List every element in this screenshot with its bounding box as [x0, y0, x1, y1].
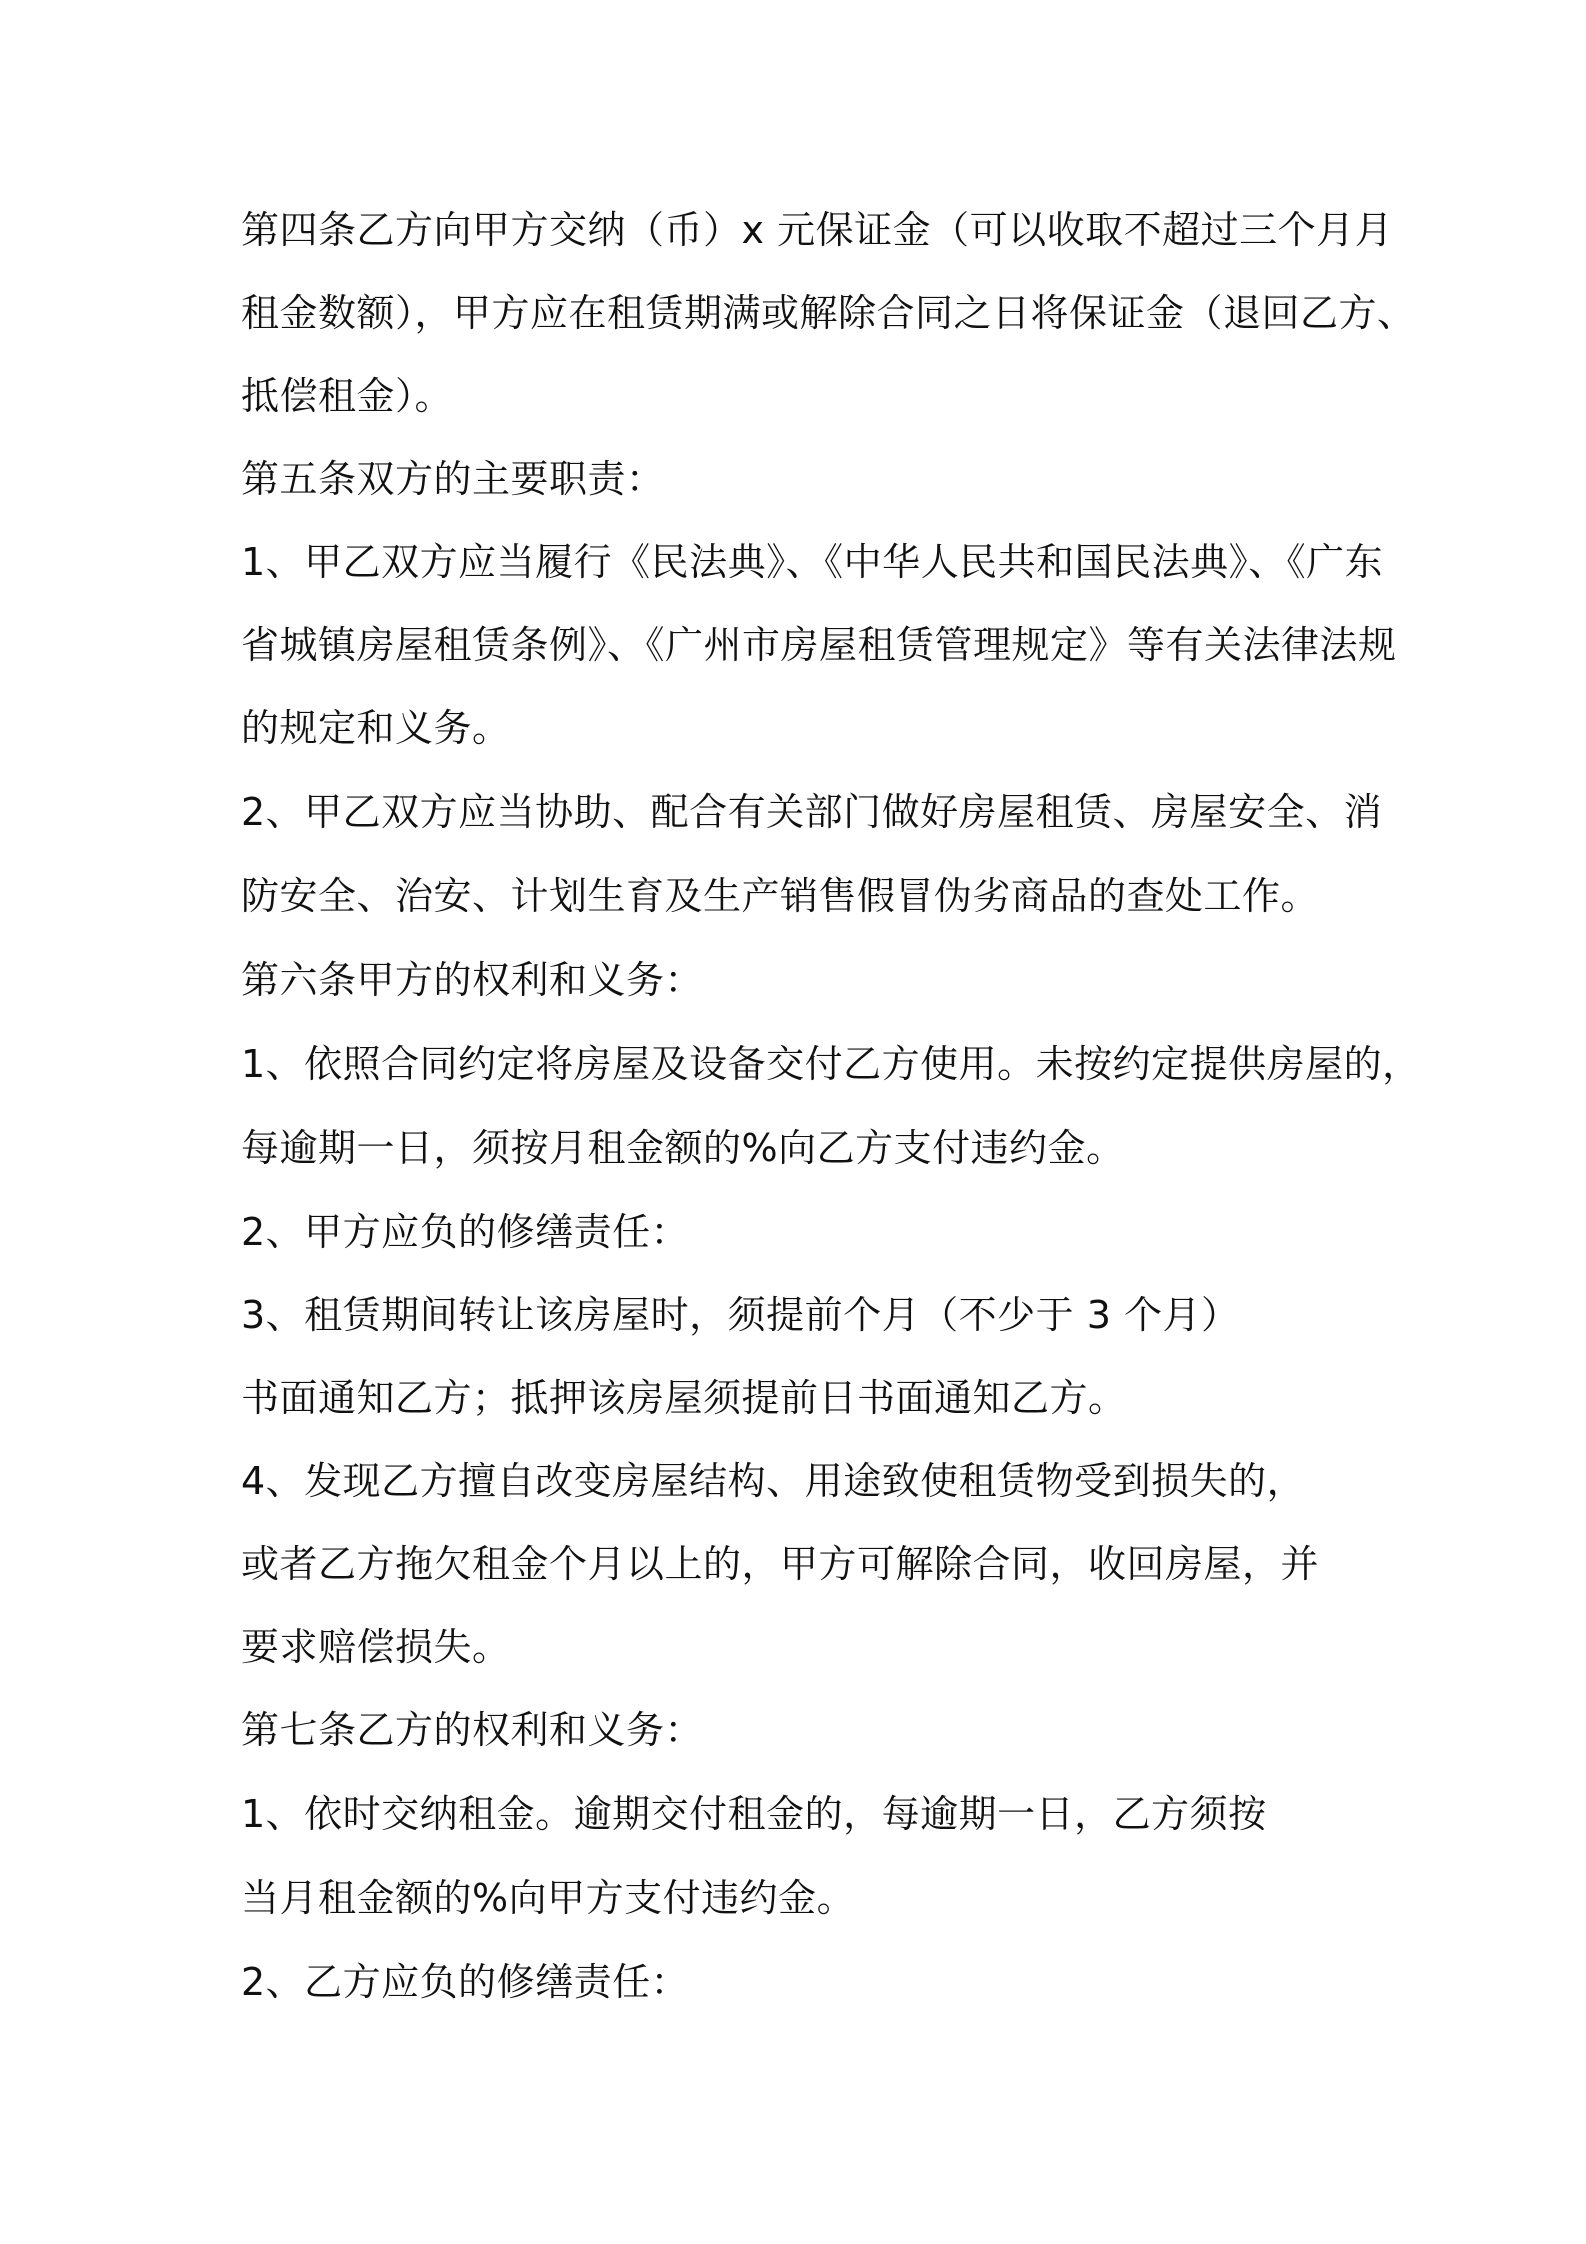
text-line: 第四条乙方向甲方交纳（币）x 元保证金（可以收取不超过三个月月 [241, 208, 1394, 252]
text-line: 2、甲方应负的修缮责任： [241, 1210, 690, 1254]
text-line: 1、甲乙双方应当履行《民法典》、《中华人民共和国民法典》、《广东 [241, 540, 1384, 584]
text-line: 4、发现乙方擅自改变房屋结构、用途致使租赁物受到损失的， [241, 1459, 1306, 1503]
text-line: 每逾期一日，须按月租金额的%向乙方支付违约金。 [241, 1126, 1125, 1170]
text-line: 的规定和义务。 [241, 706, 511, 750]
text-line: 2、甲乙双方应当协助、配合有关部门做好房屋租赁、房屋安全、消 [241, 790, 1383, 834]
text-line: 第七条乙方的权利和义务： [241, 1708, 704, 1752]
text-line: 抵偿租金）。 [241, 374, 454, 418]
text-line: 租金数额），甲方应在租赁期满或解除合同之日将保证金（退回乙方、 [241, 291, 1416, 335]
text-line: 3、租赁期间转让该房屋时，须提前个月（不少于 3 个月） [241, 1293, 1240, 1337]
text-line: 1、依时交纳租金。逾期交付租金的，每逾期一日，乙方须按 [241, 1792, 1267, 1836]
text-line: 2、乙方应负的修缮责任： [241, 1960, 690, 2004]
text-line: 第六条甲方的权利和义务： [241, 958, 704, 1002]
text-line: 省城镇房屋租赁条例》、《广州市房屋租赁管理规定》等有关法律法规 [241, 623, 1397, 667]
text-line: 1、依照合同约定将房屋及设备交付乙方使用。未按约定提供房屋的， [241, 1042, 1421, 1086]
text-line: 要求赔偿损失。 [241, 1625, 511, 1669]
text-line: 防安全、治安、计划生育及生产销售假冒伪劣商品的查处工作。 [241, 874, 1320, 918]
text-line: 或者乙方拖欠租金个月以上的，甲方可解除合同，收回房屋，并 [241, 1542, 1320, 1586]
text-line: 当月租金额的%向甲方支付违约金。 [241, 1876, 856, 1920]
text-line: 书面通知乙方；抵押该房屋须提前日书面通知乙方。 [241, 1376, 1127, 1420]
text-line: 第五条双方的主要职责： [241, 457, 665, 501]
